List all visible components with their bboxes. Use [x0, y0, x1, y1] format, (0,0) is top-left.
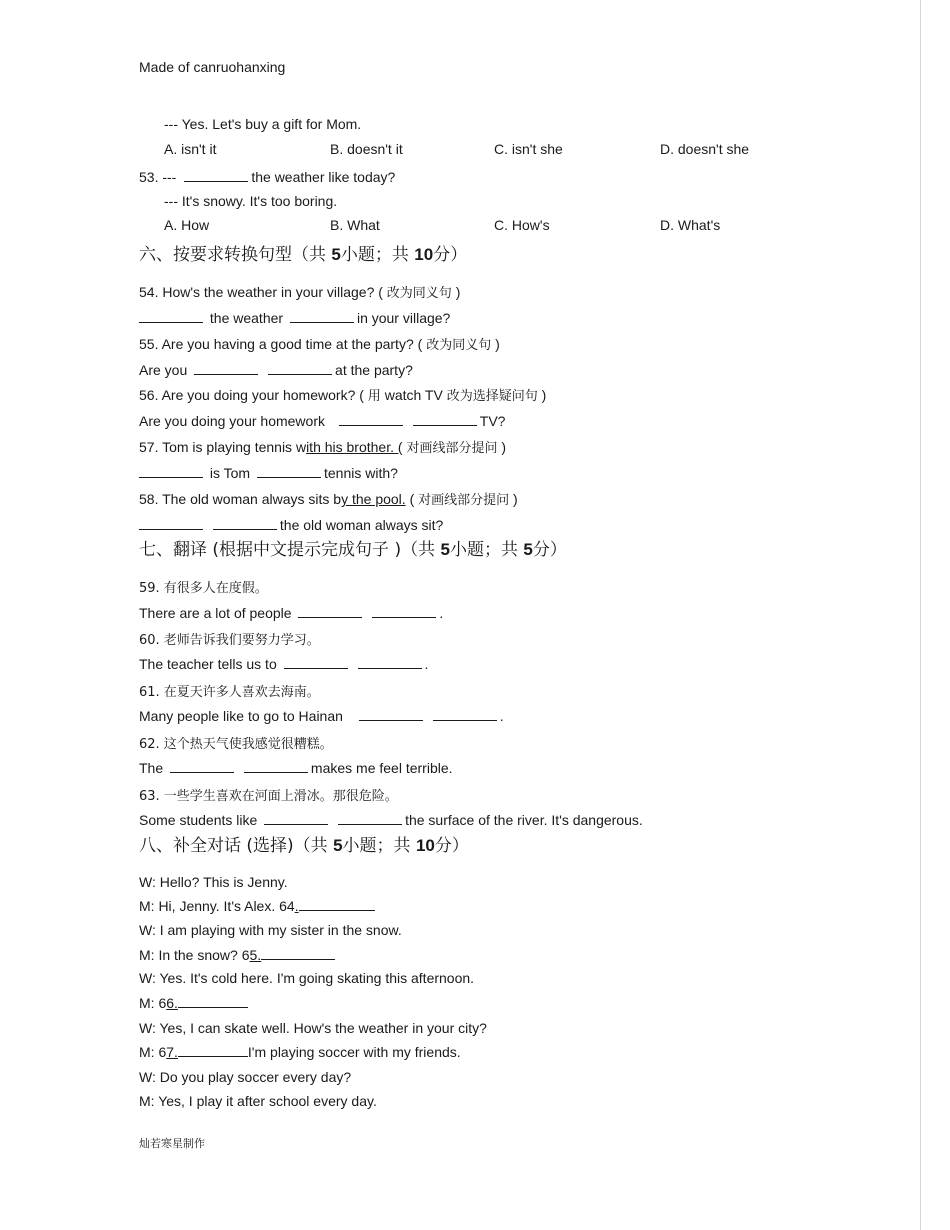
- q63-chinese: 63. 一些学生喜欢在河面上滑冰。那很危险。: [139, 789, 398, 804]
- q53-answer-line: --- It's snowy. It's too boring.: [164, 193, 338, 209]
- q52-answer-line: --- Yes. Let's buy a gift for Mom.: [164, 116, 362, 132]
- q58-question: 58. The old woman always sits by the pool. ( 对画线部分提问 ): [139, 491, 518, 508]
- dialog-line-65: M: In the snow? 65.: [139, 946, 335, 964]
- q54-answer: the weather in your village?: [139, 309, 450, 327]
- page-edge: [920, 0, 921, 1230]
- q59-chinese: 59. 有很多人在度假。: [139, 581, 268, 596]
- q53-option-a: A. How: [164, 217, 210, 233]
- dialog-line: M: Yes, I play it after school every day.: [139, 1093, 377, 1109]
- section-8-heading: 八、补全对话 (选择)（共 5小题；共 10分）: [139, 836, 469, 856]
- dialog-line: W: Yes. It's cold here. I'm going skating this afternoon.: [139, 970, 475, 986]
- q56-answer: Are you doing your homework TV?: [139, 413, 506, 429]
- dialog-line-66: M: 66.: [139, 994, 248, 1012]
- dialog-line: W: Do you play soccer every day?: [139, 1069, 352, 1085]
- q53-option-c: C. How's: [494, 217, 550, 233]
- q53-question: 53. --- the weather like today?: [139, 169, 396, 185]
- q52-option-a: A. isn't it: [164, 141, 217, 157]
- q58-answer: the old woman always sit?: [139, 516, 443, 534]
- page-footer: 灿若寒星制作: [139, 1137, 205, 1150]
- q60-chinese: 60. 老师告诉我们要努力学习。: [139, 633, 320, 648]
- dialog-line-67: M: 67. I'm playing soccer with my friends.: [139, 1044, 461, 1060]
- q59-answer: There are a lot of people .: [139, 605, 444, 621]
- q57-question: 57. Tom is playing tennis with his brother. ( 对画线部分提问 ): [139, 439, 507, 456]
- q62-chinese: 62. 这个热天气使我感觉很糟糕。: [139, 737, 333, 752]
- q61-answer: Many people like to go to Hainan .: [139, 708, 504, 724]
- section-7-heading: 七、翻译 (根据中文提示完成句子 )（共 5小题；共 5分）: [139, 540, 567, 560]
- q60-answer: The teacher tells us to .: [139, 656, 429, 672]
- dialog-line-64: M: Hi, Jenny. It's Alex. 64.: [139, 897, 375, 915]
- dialog-line: W: Hello? This is Jenny.: [139, 874, 288, 890]
- q53-option-d: D. What's: [660, 217, 721, 233]
- dialog-line: W: Yes, I can skate well. How's the weather in your city?: [139, 1020, 487, 1036]
- q61-chinese: 61. 在夏天许多人喜欢去海南。: [139, 685, 320, 700]
- q52-option-c: C. isn't she: [494, 141, 563, 157]
- q52-option-b: B. doesn't it: [330, 141, 403, 157]
- q63-answer: Some students like the surface of the river. It's dangerous.: [139, 812, 643, 828]
- q54-question: 54. How's the weather in your village? ( 改为同义句 ): [139, 284, 461, 301]
- q55-question: 55. Are you having a good time at the party? ( 改为同义句 ): [139, 336, 500, 353]
- q52-option-d: D. doesn't she: [660, 141, 750, 157]
- q56-question: 56. Are you doing your homework? ( 用 watch TV 改为选择疑问句 ): [139, 387, 547, 404]
- q53-option-b: B. What: [330, 217, 380, 233]
- q62-answer: The makes me feel terrible.: [139, 760, 453, 776]
- dialog-line: W: I am playing with my sister in the snow.: [139, 922, 402, 938]
- page-header: Made of canruohanxing: [139, 59, 286, 75]
- q55-answer: Are you at the party?: [139, 362, 413, 378]
- section-6-heading: 六、按要求转换句型（共 5小题；共 10分）: [139, 245, 468, 265]
- q57-answer: is Tom tennis with?: [139, 464, 398, 482]
